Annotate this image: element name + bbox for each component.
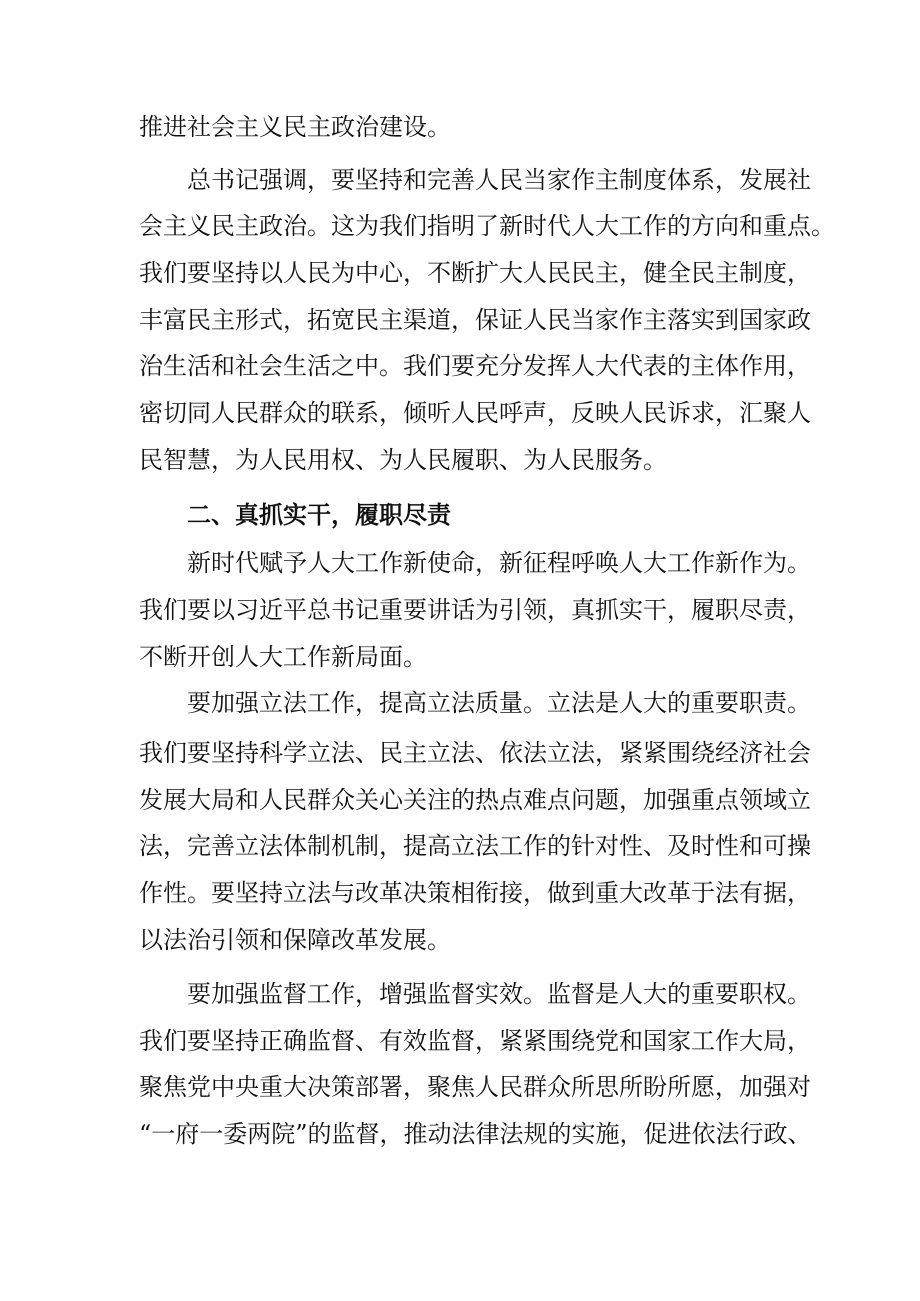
text-line: 民智慧，为人民用权、为人民履职、为人民服务。 — [139, 446, 667, 474]
text-line: 要加强立法工作，提高立法质量。立法是人大的重要职责。 — [187, 689, 811, 717]
text-line: 我们要以习近平总书记重要讲话为引领，真抓实干，履职尽责， — [139, 596, 811, 624]
text-line: 我们要坚持科学立法、民主立法、依法立法，紧紧围绕经济社会 — [139, 739, 811, 767]
text-line: 密切同人民群众的联系，倾听人民呼声，反映人民诉求，汇聚人 — [139, 399, 811, 427]
text-line: 新时代赋予人大工作新使命，新征程呼唤人大工作新作为。 — [187, 549, 811, 577]
text-line: 我们要坚持正确监督、有效监督，紧紧围绕党和国家工作大局， — [139, 1027, 811, 1055]
text-line: 会主义民主政治。这为我们指明了新时代人大工作的方向和重点。 — [139, 212, 835, 240]
text-line: 以法治引领和保障改革发展。 — [139, 926, 451, 954]
text-line: 总书记强调，要坚持和完善人民当家作主制度体系，发展社 — [187, 166, 811, 194]
text-line: “一府一委两院”的监督，推动法律法规的实施，促进依法行政、 — [139, 1120, 812, 1148]
text-line: 不断开创人大工作新局面。 — [139, 643, 427, 671]
text-line: 法，完善立法体制机制，提高立法工作的针对性、及时性和可操 — [139, 832, 811, 860]
text-line: 我们要坚持以人民为中心，不断扩大人民民主，健全民主制度， — [139, 259, 811, 287]
text-line: 要加强监督工作，增强监督实效。监督是人大的重要职权。 — [187, 980, 811, 1008]
text-line: 丰富民主形式，拓宽民主渠道，保证人民当家作主落实到国家政 — [139, 306, 811, 334]
text-line: 作性。要坚持立法与改革决策相衔接，做到重大改革于法有据， — [139, 879, 811, 907]
text-line: 推进社会主义民主政治建设。 — [139, 113, 451, 141]
section-heading: 二、真抓实干，履职尽责 — [187, 501, 451, 529]
text-line: 治生活和社会生活之中。我们要充分发挥人大代表的主体作用， — [139, 352, 811, 380]
text-line: 聚焦党中央重大决策部署，聚焦人民群众所思所盼所愿，加强对 — [139, 1073, 811, 1101]
text-line: 发展大局和人民群众关心关注的热点难点问题，加强重点领域立 — [139, 786, 811, 814]
